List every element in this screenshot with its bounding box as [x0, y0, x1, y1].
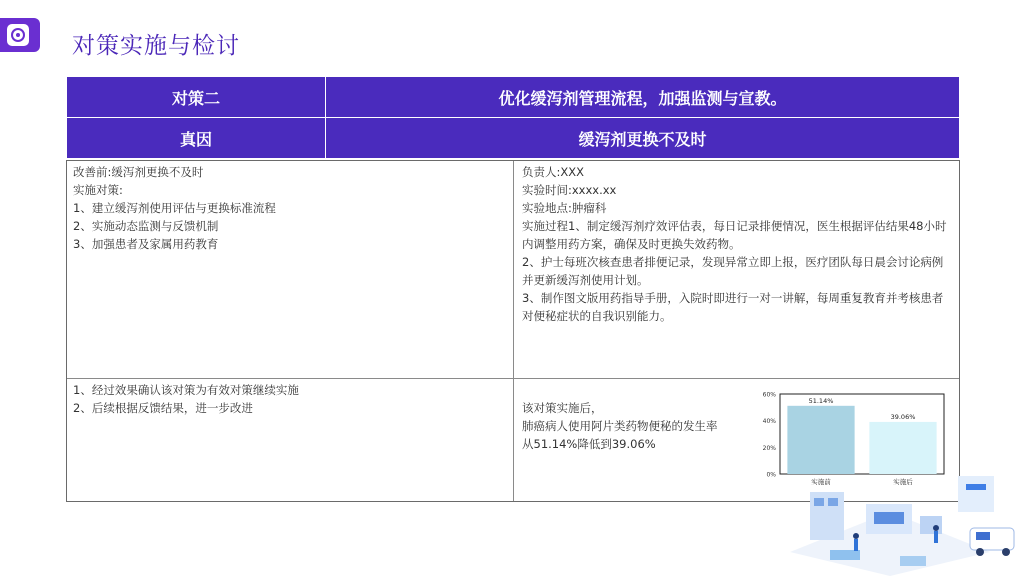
column-divider	[513, 161, 514, 501]
info-cell	[522, 163, 954, 325]
before-status: 改善前:缓泻剂更换不及时	[73, 165, 204, 179]
countermeasure-text: 优化缓泻剂管理流程，加强监测与宣教。	[326, 77, 960, 118]
header-table	[66, 76, 960, 159]
process-step-1: 实施过程1、制定缓泻剂疗效评估表，每日记录排便情况，医生根据评估结果48小时内调整用药方案，确保及时更换失效药物。	[522, 219, 947, 251]
measure-3: 3、加强患者及家属用药教育	[73, 237, 219, 251]
measures-heading: 实施对策:	[73, 183, 123, 197]
x-tick-label: 实施后	[893, 478, 913, 486]
row-divider	[67, 378, 959, 379]
process-step-2: 2、护士每班次核查患者排便记录，发现异常立即上报，医疗团队每日晨会讨论病例并更新缓泻剂使用计划。	[522, 255, 944, 287]
result-cell	[522, 399, 718, 453]
measure-1: 1、建立缓泻剂使用评估与更换标准流程	[73, 201, 276, 215]
y-tick-label: 20%	[762, 444, 776, 452]
countermeasure-label: 对策二	[67, 77, 326, 118]
bar-data-label: 39.06%	[890, 412, 916, 421]
bar-data-label: 51.14%	[808, 396, 834, 405]
result-line-1: 该对策实施后，	[522, 401, 603, 415]
conclusion-2: 2、后续根据反馈结果，进一步改进	[73, 401, 253, 415]
result-line-2: 肺癌病人使用阿片类药物便秘的发生率	[522, 419, 718, 433]
result-line-3: 从51.14%降低到39.06%	[522, 437, 656, 451]
bar	[787, 406, 854, 474]
conclusion-1: 1、经过效果确认该对策为有效对策继续实施	[73, 383, 299, 397]
page-title: 对策实施与检讨	[72, 33, 240, 59]
y-tick-label: 0%	[766, 471, 776, 479]
logo-badge	[7, 24, 29, 46]
measure-2: 2、实施动态监测与反馈机制	[73, 219, 219, 233]
bar	[869, 422, 936, 474]
root-cause-text: 缓泻剂更换不及时	[326, 118, 960, 159]
conclusion-cell	[73, 381, 299, 417]
incidence-bar-chart	[752, 388, 952, 492]
owner-text: 负责人:XXX	[522, 165, 585, 179]
x-tick-label: 实施前	[811, 478, 831, 486]
process-step-3: 3、制作图文版用药指导手册，入院时即进行一对一讲解，每周重复教育并考核患者对便秘症状的自我识别能力。	[522, 291, 944, 323]
y-tick-label: 60%	[762, 391, 776, 399]
time-text: 实验时间:xxxx.xx	[522, 183, 617, 197]
place-text: 实验地点:肿瘤科	[522, 201, 607, 215]
before-cell	[73, 163, 276, 253]
root-cause-label: 真因	[67, 118, 326, 159]
y-tick-label: 40%	[762, 418, 776, 426]
logo-icon	[0, 18, 40, 52]
